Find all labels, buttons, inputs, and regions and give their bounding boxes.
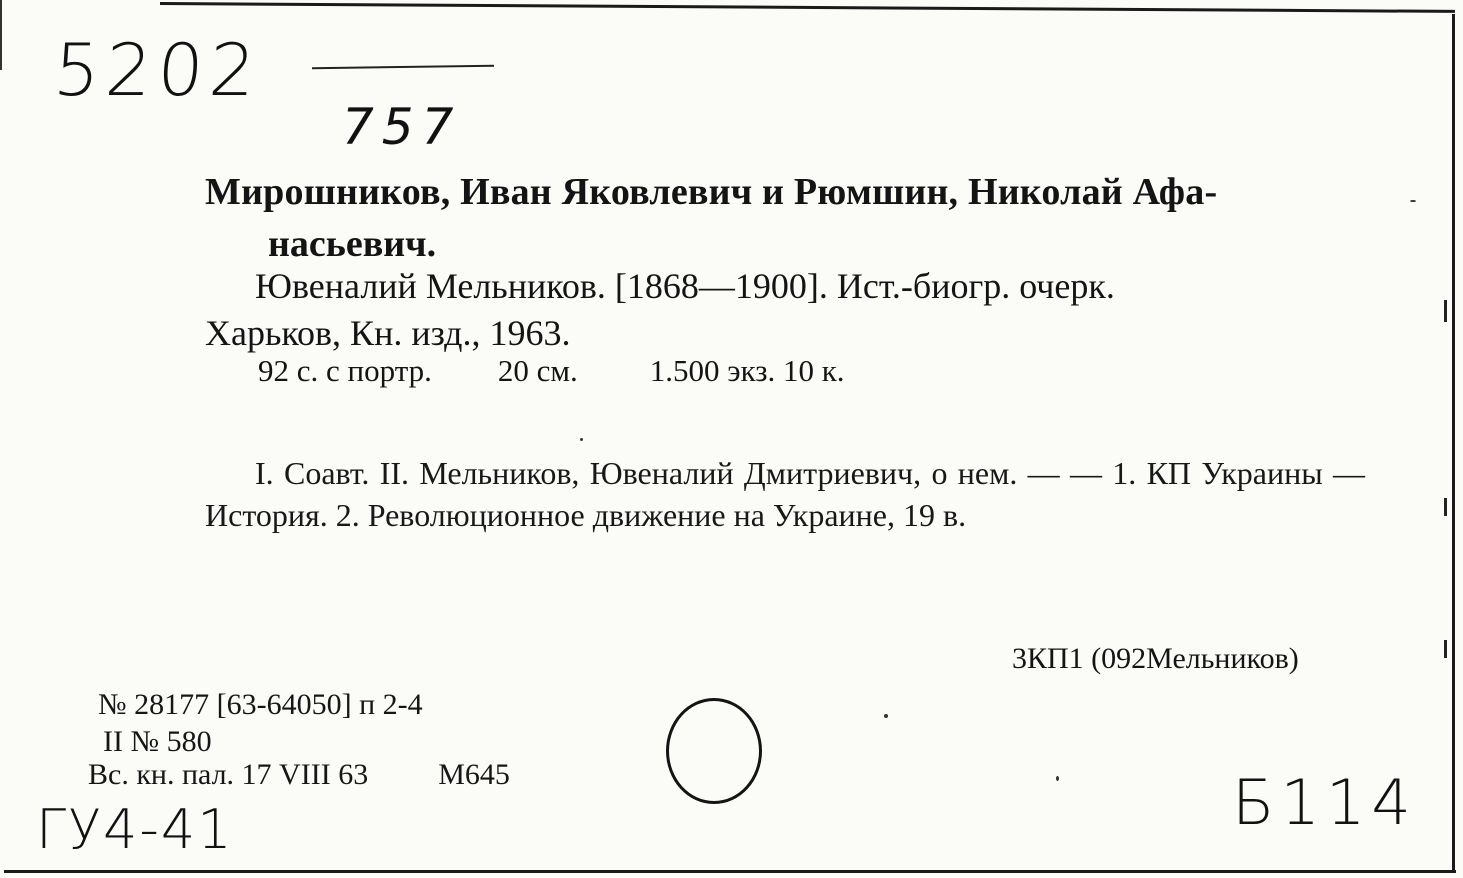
- accession-line-1: № 28177 [63-64050] п 2-4: [98, 688, 423, 721]
- card-right-edge: [1452, 14, 1455, 872]
- entry-collation: [258, 353, 845, 389]
- card-bottom-edge: [4, 870, 1456, 873]
- card-left-edge: [0, 0, 2, 70]
- card-top-edge: [160, 2, 1455, 13]
- ink-speck: [1056, 776, 1059, 781]
- stamp-circle: [666, 698, 762, 804]
- ink-speck: [884, 714, 888, 718]
- collation-pages: 92 с. с портр.: [258, 353, 432, 388]
- ink-speck: [580, 438, 583, 441]
- call-number-rule: [312, 65, 494, 70]
- ink-speck: [1410, 200, 1416, 202]
- handwritten-bottom-right-code: Б114: [1232, 766, 1417, 839]
- accession-order-code: М645: [438, 758, 510, 791]
- classification-number: 3КП1 (092Мельников): [1012, 642, 1299, 675]
- entry-imprint: Харьков, Кн. изд., 1963.: [205, 313, 571, 353]
- edge-mark: [1444, 498, 1447, 516]
- handwritten-call-number: 5202: [51, 28, 265, 112]
- accession-line-2: II № 580: [103, 725, 212, 758]
- collation-size: 20 см.: [497, 353, 578, 388]
- accession-chamber-date: Вс. кн. пал. 17 VIII 63: [88, 758, 369, 791]
- edge-mark: [1444, 640, 1447, 658]
- handwritten-call-subnumber: 757: [342, 98, 462, 156]
- entry-heading-continuation: насьевич.: [268, 223, 437, 265]
- entry-tracing: I. Соавт. II. Мельников, Ювеналий Дмитриевич, о нем. — — 1. КП Украины — История. 2. Революционное движение на Украине, 19 в.: [205, 455, 1365, 533]
- entry-heading: Мирошников, Иван Яковлевич и Рюмшин, Николай Афа-: [205, 171, 1218, 213]
- edge-mark: [1444, 300, 1447, 322]
- accession-line-3: [88, 758, 510, 792]
- entry-title: Ювеналий Мельников. [1868—1900]. Ист.-биогр. очерк.: [255, 266, 1115, 306]
- collation-copies-price: 1.500 экз. 10 к.: [649, 353, 845, 388]
- handwritten-bottom-left-code: ГУ4-41: [36, 798, 234, 861]
